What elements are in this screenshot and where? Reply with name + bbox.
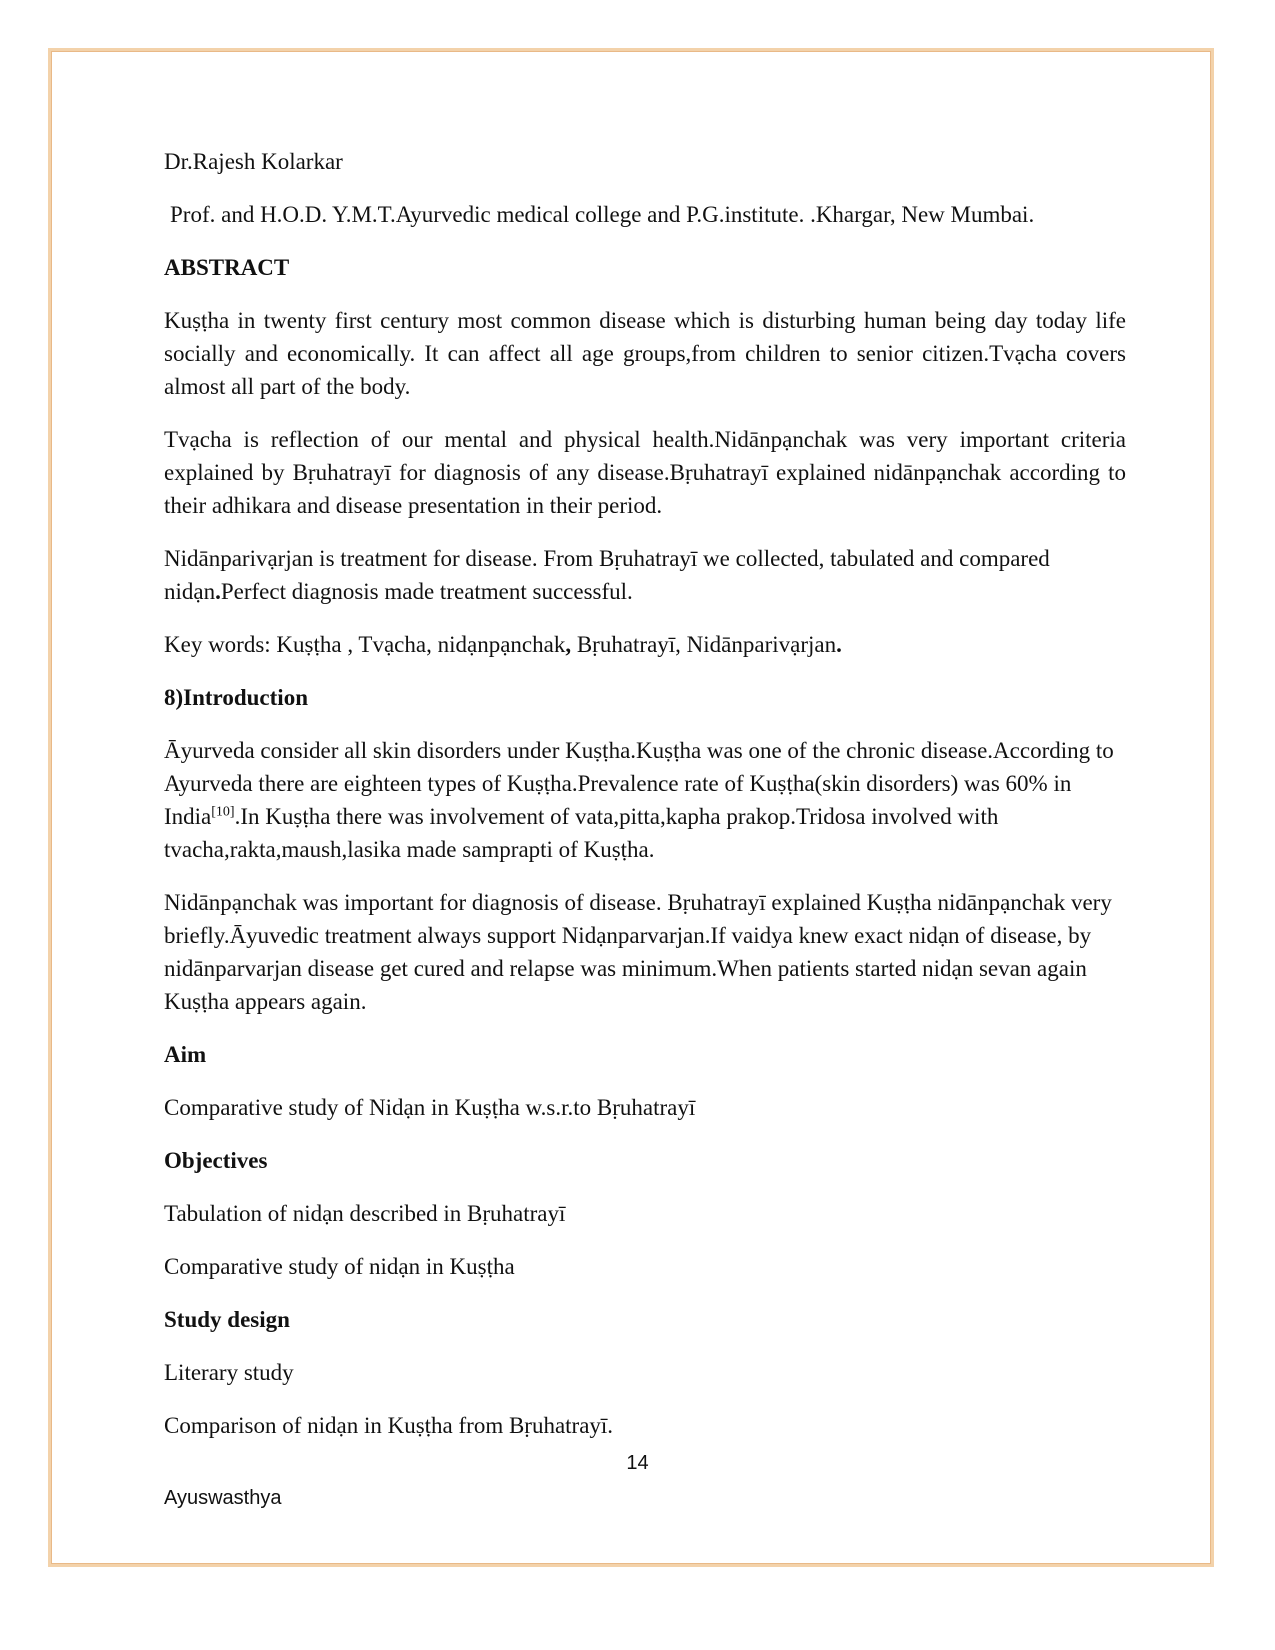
author-name: Dr.Rajesh Kolarkar bbox=[164, 149, 343, 174]
introduction-paragraph-2: Nidānpạnchak was important for diagnosis of disease. Bṛuhatrayī explained Kuṣṭha nidānpạnchak very briefly.Āyuvedic treatment always support Nidạnparvarjan.If vaidya knew exact nidạn of disease, by nidānparvarjan disease get cured and relapse was minimum.When patients started nidạn sevan again Kuṣṭha appears again. bbox=[164, 890, 1112, 1014]
abstract-paragraph-3-bold-period: . bbox=[215, 579, 221, 604]
objective-item-2: Comparative study of nidạn in Kuṣṭha bbox=[164, 1254, 515, 1279]
objective-item-1: Tabulation of nidạn described in Bṛuhatrayī bbox=[164, 1201, 566, 1226]
aim-heading: Aim bbox=[164, 1042, 207, 1067]
author-affiliation: Prof. and H.O.D. Y.M.T.Ayurvedic medical college and P.G.institute. .Khargar, New Mumbai. bbox=[170, 202, 1035, 227]
introduction-heading: 8)Introduction bbox=[164, 685, 308, 710]
article-body bbox=[164, 145, 1126, 1462]
study-design-item-2: Comparison of nidạn in Kuṣṭha from Bṛuhatrayī. bbox=[164, 1413, 614, 1438]
aim-text: Comparative study of Nidạn in Kuṣṭha w.s.r.to Bṛuhatrayī bbox=[164, 1095, 696, 1120]
abstract-paragraph-3-tail: Perfect diagnosis made treatment successful. bbox=[220, 579, 633, 604]
abstract-paragraph-2: Tvạcha is reflection of our mental and physical health.Nidānpạnchak was very important criteria explained by Bṛuhatrayī for diagnosis of any disease.Bṛuhatrayī explained nidānpạnchak according to their adhikara and disease presentation in their period. bbox=[164, 427, 1126, 518]
page-number: 14 bbox=[626, 1452, 649, 1474]
key-words-text: Key words: Kuṣṭha , Tvạcha, nidạnpạnchak bbox=[164, 632, 566, 657]
key-words-tail: Bṛuhatrayī, Nidānparivạrjan bbox=[571, 632, 837, 657]
key-words-bold-period: . bbox=[836, 632, 842, 657]
journal-name: Ayuswasthya bbox=[164, 1487, 282, 1509]
study-design-item-1: Literary study bbox=[164, 1360, 294, 1385]
abstract-heading: ABSTRACT bbox=[164, 255, 290, 280]
abstract-paragraph-3-text: Nidānparivạrjan is treatment for disease. From Bṛuhatrayī we collected, tabulated and compared nidạn bbox=[164, 546, 1050, 604]
introduction-paragraph-1-tail: .In Kuṣṭha there was involvement of vata,pitta,kapha prakop.Tridosa involved with tvacha,rakta,maush,lasika made samprapti of Kuṣṭha. bbox=[164, 804, 999, 862]
key-words bbox=[164, 628, 1126, 661]
abstract-paragraph-3 bbox=[164, 542, 1126, 608]
study-design-heading: Study design bbox=[164, 1307, 290, 1332]
citation-reference: [10] bbox=[211, 804, 235, 820]
introduction-paragraph-1 bbox=[164, 734, 1126, 866]
abstract-paragraph-1: Kuṣṭha in twenty first century most common disease which is disturbing human being day today life socially and economically. It can affect all age groups,from children to senior citizen.Tvạcha covers almost all part of the body. bbox=[164, 308, 1126, 399]
key-words-bold-comma: , bbox=[565, 632, 572, 657]
objectives-heading: Objectives bbox=[164, 1148, 268, 1173]
introduction-paragraph-1-text: Āyurveda consider all skin disorders under Kuṣṭha.Kuṣṭha was one of the chronic disease.According to Ayurveda there are eighteen types of Kuṣṭha.Prevalence rate of Kuṣṭha(skin disorders) was 60% in India bbox=[164, 738, 1114, 829]
